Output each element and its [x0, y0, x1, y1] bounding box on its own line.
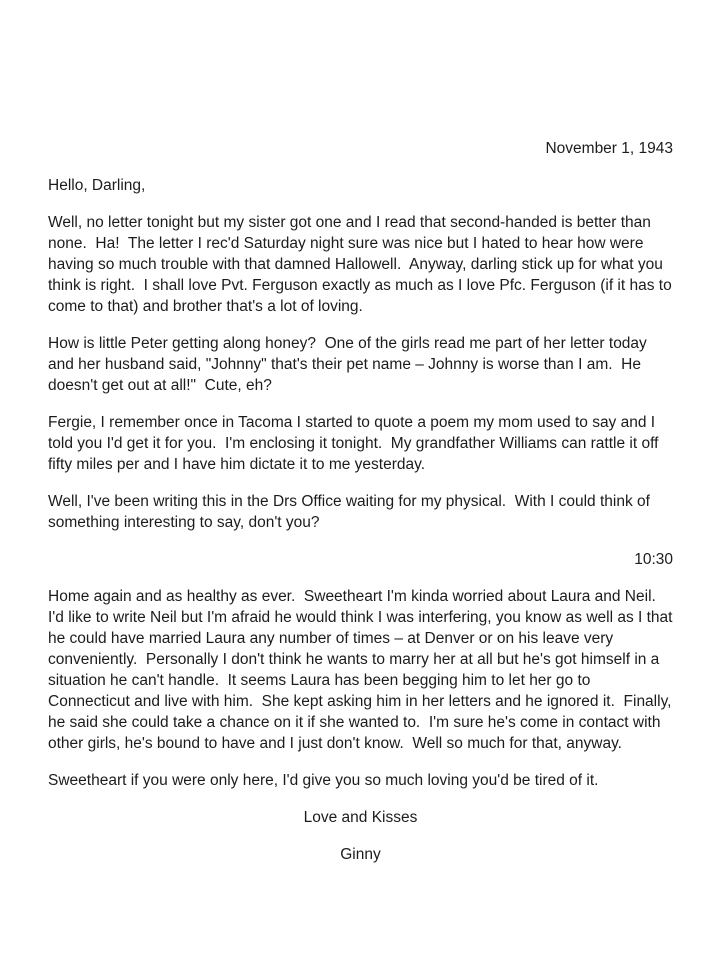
paragraph-2: How is little Peter getting along honey? One of the girls read me part of her letter today and her husband said, "Johnny" that's their pet name – Johnny is worse than I am. He doesn't get out at all!" Cute, eh? — [48, 335, 652, 394]
paragraph-6: Sweetheart if you were only here, I'd give you so much loving you'd be tired of it. — [48, 772, 599, 789]
signature: Ginny — [340, 846, 381, 863]
time-note: 10:30 — [634, 551, 673, 568]
paragraph-1: Well, no letter tonight but my sister got one and I read that second-handed is better than none. Ha! The letter I rec'd Saturday night sure was nice but I hated to hear how were having so much trouble with that damned Hallowell. Anyway, darling stick up for what you think is right. I shall love Pvt. Ferguson exactly as much as I love Pfc. Ferguson (if it has to come to that) and brother that's a lot of loving. — [48, 214, 677, 315]
closing: Love and Kisses — [303, 809, 418, 826]
paragraph-5: Home again and as healthy as ever. Sweetheart I'm kinda worried about Laura and Neil. I'd like to write Neil but I'm afraid he would think I was interfering, you know as well as I that he could have married Laura any number of times – at Denver or on his leave very conveniently. Personally I don't think he wants to marry her at all but he's got himself in a situation he can't handle. It seems Laura has been begging him to let her go to Connecticut and live with him. She kept asking him in her letters and he ignored it. Finally, he said she could take a chance on it if she wanted to. I'm sure he's come in contact with other girls, he's bound to have and I just don't know. Well so much for that, anyway. — [48, 588, 677, 752]
paragraph-3: Fergie, I remember once in Tacoma I started to quote a poem my mom used to say and I told you I'd get it for you. I'm enclosing it tonight. My grandfather Williams can rattle it off fifty miles per and I have him dictate it to me yesterday. — [48, 414, 663, 473]
letter-date: November 1, 1943 — [545, 140, 673, 157]
salutation: Hello, Darling, — [48, 177, 146, 194]
paragraph-4: Well, I've been writing this in the Drs Office waiting for my physical. With I could think of something interesting to say, don't you? — [48, 493, 655, 531]
